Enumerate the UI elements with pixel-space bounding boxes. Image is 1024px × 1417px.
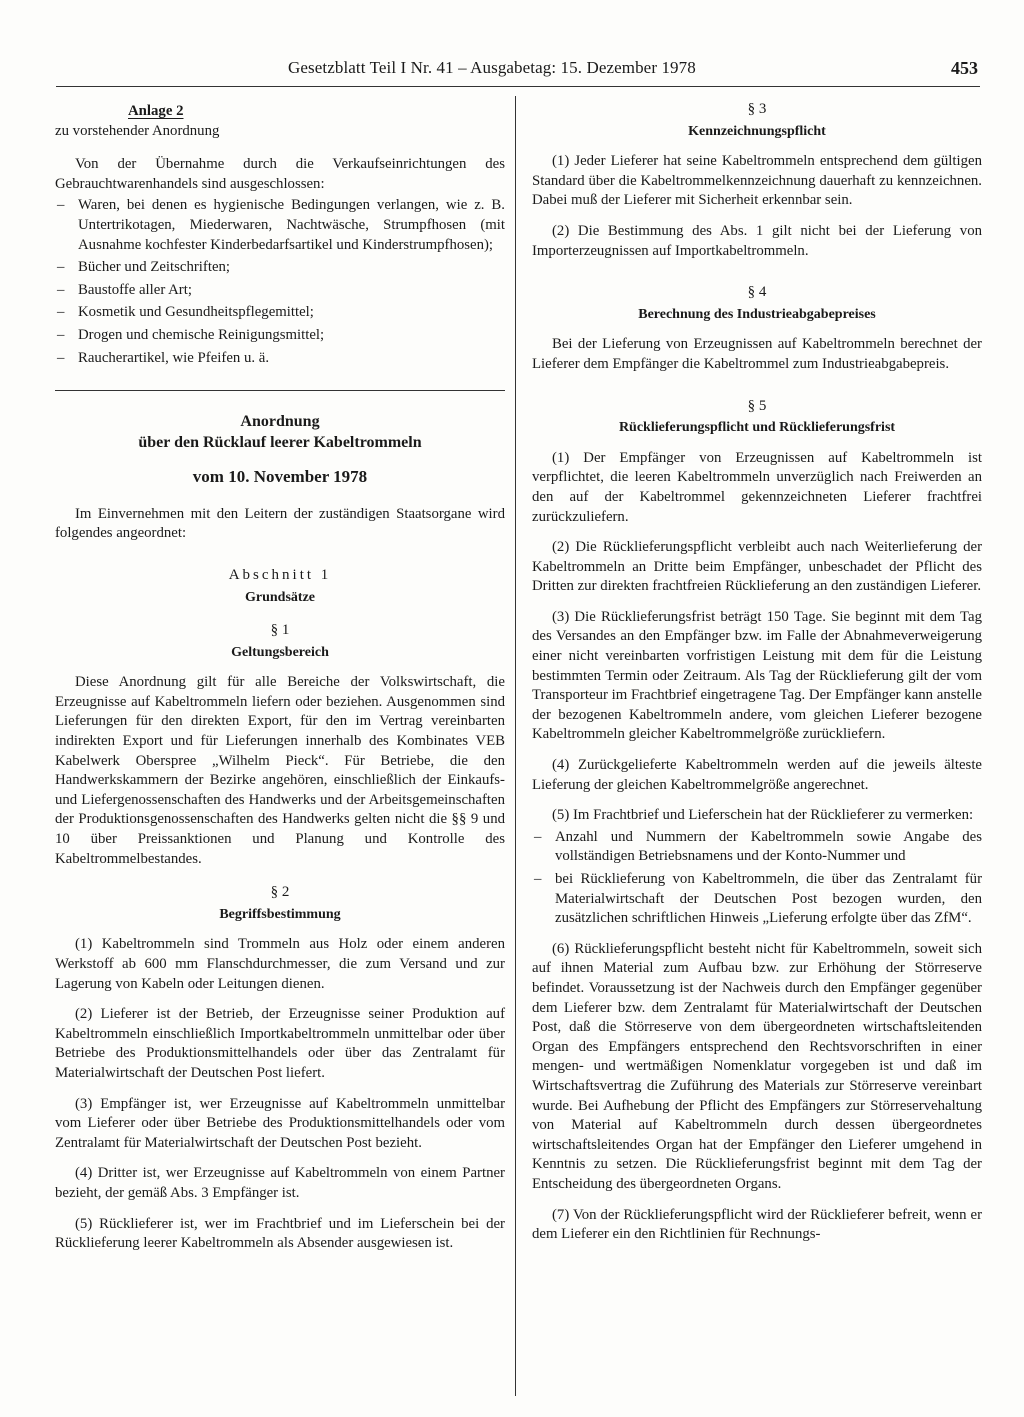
section-title: Kennzeichnungspflicht: [688, 123, 826, 139]
abschnitt-title: Grundsätze: [245, 589, 315, 605]
section-sign: § 4: [747, 284, 767, 301]
list-item: – Baustoffe aller Art;: [55, 281, 505, 301]
ordinance-date: vom 10. November 1978: [192, 467, 368, 487]
section-paragraph: (5) Im Frachtbrief und Lieferschein hat der Rücklieferer zu vermerken:: [552, 807, 974, 824]
list-item: – Raucherartikel, wie Pfeifen u. ä.: [55, 349, 505, 369]
section-paragraph: (6) Rücklieferungspflicht besteht nicht für Kabeltrommeln, soweit sich auf ihnen Material zum Aufbau bzw. zur Erhöhung der Störreserve befindet. Voraussetzung ist der Nachweis durch den Empfänger gegenüber dem Lieferer bzw. dem Zentralamt für Materialwirtschaft der Deutschen Post, daß die Störreserve von dem übergeordneten wirtschaftsleitenden Organ des Empfängers entsprechend den Rechtsvorschriften in einer mengen- und wertmäßigen Nomenklatur vorgegeben ist und daß im Wirtschaftsvertrag die Zuführung des Materials zur Störreserve vereinbart wurde. Bei Aufhebung der Pflicht des Empfängers zur Störreservehaltung von Material auf Kabeltrommeln durch dessen übergeordnetes wirtschaftsleitendes Organ hat der Empfänger den Lieferer umgehend in Kenntnis zu setzen. Die Rücklieferungsfrist beginnt mit dem Tag der Entscheidung des übergeordneten Organs.: [532, 940, 982, 1192]
section-paragraph: (1) Jeder Lieferer hat seine Kabeltrommeln entsprechend dem gültigen Standard über die Kabeltrommelkennzeichnung dauerhaft zu kennzeichnen. Dabei muß der Lieferer mit Sicherheit erkennbar sein.: [532, 153, 982, 209]
right-column: [532, 96, 982, 1256]
anlage-subtitle: zu vorstehender Anordnung: [55, 122, 220, 139]
anlage-intro: Von der Übernahme durch die Verkaufseinrichtungen des Gebrauchtwarenhandels sind ausgeschlossen:: [55, 156, 505, 192]
header-title: Gesetzblatt Teil I Nr. 41 – Ausgabetag: 15. Dezember 1978: [288, 58, 696, 77]
section-paragraph: (5) Rücklieferer ist, wer im Frachtbrief und im Lieferschein bei der Rücklieferung leerer Kabeltrommeln als Absender ausgewiesen ist.: [55, 1215, 505, 1252]
section-paragraph: (4) Dritter ist, wer Erzeugnisse auf Kabeltrommeln von einem Partner bezieht, der gemäß Abs. 3 Empfänger ist.: [55, 1165, 505, 1201]
list-item: – Bücher und Zeitschriften;: [55, 258, 505, 278]
list-item: – Drogen und chemische Reinigungsmittel;: [55, 326, 505, 346]
ordinance-title-line2: über den Rücklauf leerer Kabeltrommeln: [138, 434, 422, 452]
list-item: – Anzahl und Nummern der Kabeltrommeln sowie Angabe des vollständigen Betriebsnamens und der Konto-Nummer und: [532, 828, 982, 867]
section-separator: [55, 390, 505, 391]
list-item: – Waren, bei denen es hygienische Bedingungen verlangen, wie z. B. Untertrikotagen, Miederwaren, Nachtwäsche, Strumpfhosen (mit Ausnahme kochfester Kinderbedarfsartikel und Kinderstrumpfhosen);: [55, 196, 505, 255]
section-paragraph: (4) Zurückgelieferte Kabeltrommeln werden auf die jeweils älteste Lieferung der gleichen Kabeltrommelgröße angerechnet.: [532, 757, 982, 793]
section-title: Geltungsbereich: [231, 644, 329, 660]
header-rule: [56, 86, 980, 87]
section-paragraph: (2) Die Rücklieferungspflicht verbleibt auch nach Weiterlieferung der Kabeltrommeln an Dritte beim Empfänger, unbeschadet der Pflicht des Dritten zur direkten frachtfreien Rücklieferung an den zuständigen Lieferer.: [532, 539, 982, 595]
section-paragraph: Diese Anordnung gilt für alle Bereiche der Volkswirtschaft, die Erzeugnisse auf Kabeltrommeln liefern oder beziehen. Ausgenommen sind Lieferungen für den direkten Export, für den im Vertrag vereinbarten indirekten Export und für Lieferungen innerhalb des Kombinates VEB Kabelwerk Oberspree „Wilhelm Pieck“. Für Betriebe, die den Handwerkskammern der Bezirke angehören, einschließlich der Einkaufs- und Liefergenossenschaften des Handwerks und der Arbeitsgemeinschaften der Produktionsgenossenschaften des Handwerks gelten nicht die §§ 9 und 10 über Preissanktionen und Planung und Kontrolle des Kabeltrommelbestandes.: [55, 674, 505, 867]
left-column: [55, 96, 505, 1265]
ordinance-title-line1: Anordnung: [240, 413, 320, 431]
list-item: – bei Rücklieferung von Kabeltrommeln, die über das Zentralamt für Materialwirtschaft der Deutschen Post bezogen wurden, den zusätzlichen schriftlichen Hinweis „Lieferung erfolgte über das ZfM“.: [532, 870, 982, 929]
section-paragraph: (3) Die Rücklieferungsfrist beträgt 150 Tage. Sie beginnt mit dem Tag des Versandes an den Empfänger bzw. im Falle der Abnahmeverweigerung einer nicht vereinbarten vorfristigen Leistung mit dem für die Leistung bestimmten Termin oder Zeitraum. Als Tag der Rücklieferung gilt der vom Transporteur im Frachtbrief eingetragene Tag. Der Empfänger kann anstelle der bezogenen Kabeltrommeln andere, vom gleichen Lieferer bezogene Kabeltrommeln gleicher Kabeltrommelgröße zurückliefern.: [532, 608, 982, 743]
section-paragraph: (2) Lieferer ist der Betrieb, der Erzeugnisse seiner Produktion auf Kabeltrommeln einschließlich Importkabeltrommeln unmittelbar oder über Betriebe des Produktionsmittelhandels oder über das Zentralamt für Materialwirtschaft der Deutschen Post liefert.: [55, 1006, 505, 1081]
page-header: [56, 58, 980, 84]
section-title: Begriffsbestimmung: [219, 906, 341, 922]
section-paragraph: (1) Der Empfänger von Erzeugnissen auf Kabeltrommeln ist verpflichtet, die leeren Kabeltrommeln unverzüglich nach Freiwerden an den auf der Kabeltrommel gekennzeichneten Lieferer frachtfrei zurückzuliefern.: [532, 449, 982, 525]
abschnitt-label: Abschnitt 1: [228, 566, 332, 583]
section-paragraph: (7) Von der Rücklieferungspflicht wird der Rücklieferer befreit, wenn er dem Lieferer ein den Richtlinien für Rechnungs-: [532, 1206, 982, 1243]
section-paragraph: Bei der Lieferung von Erzeugnissen auf Kabeltrommeln berechnet der Lieferer dem Empfänger die Kabeltrommel zum Industrieabgabepreis.: [532, 336, 982, 372]
section-paragraph: (3) Empfänger ist, wer Erzeugnisse auf Kabeltrommeln unmittelbar vom Lieferer oder über Betriebe des Produktionsmittelhandels oder vom Zentralamt für Materialwirtschaft der Deutschen Post bezieht.: [55, 1095, 505, 1151]
anlage-list: [55, 196, 505, 368]
ordinance-intro: Im Einvernehmen mit den Leitern der zuständigen Staatsorgane wird folgendes angeordnet:: [55, 505, 505, 542]
recipient-note-list: [532, 828, 982, 929]
section-sign: § 2: [270, 884, 290, 901]
section-sign: § 5: [747, 397, 767, 414]
section-sign: § 3: [747, 101, 767, 117]
list-item: – Kosmetik und Gesundheitspflegemittel;: [55, 303, 505, 323]
column-divider: [515, 96, 516, 1396]
section-paragraph: (1) Kabeltrommeln sind Trommeln aus Holz oder einem anderen Werkstoff ab 600 mm Flanschdurchmesser, die zum Versand und zur Lagerung von Kabeln oder Leitungen dienen.: [55, 936, 505, 992]
section-sign: § 1: [270, 622, 290, 639]
section-title: Berechnung des Industrieabgabepreises: [638, 306, 876, 322]
page-number: 453: [951, 58, 978, 78]
section-paragraph: (2) Die Bestimmung des Abs. 1 gilt nicht bei der Lieferung von Importerzeugnissen auf Importkabeltrommeln.: [532, 222, 982, 259]
anlage-title: Anlage 2: [128, 103, 184, 119]
section-title: Rücklieferungspflicht und Rücklieferungsfrist: [618, 420, 896, 436]
